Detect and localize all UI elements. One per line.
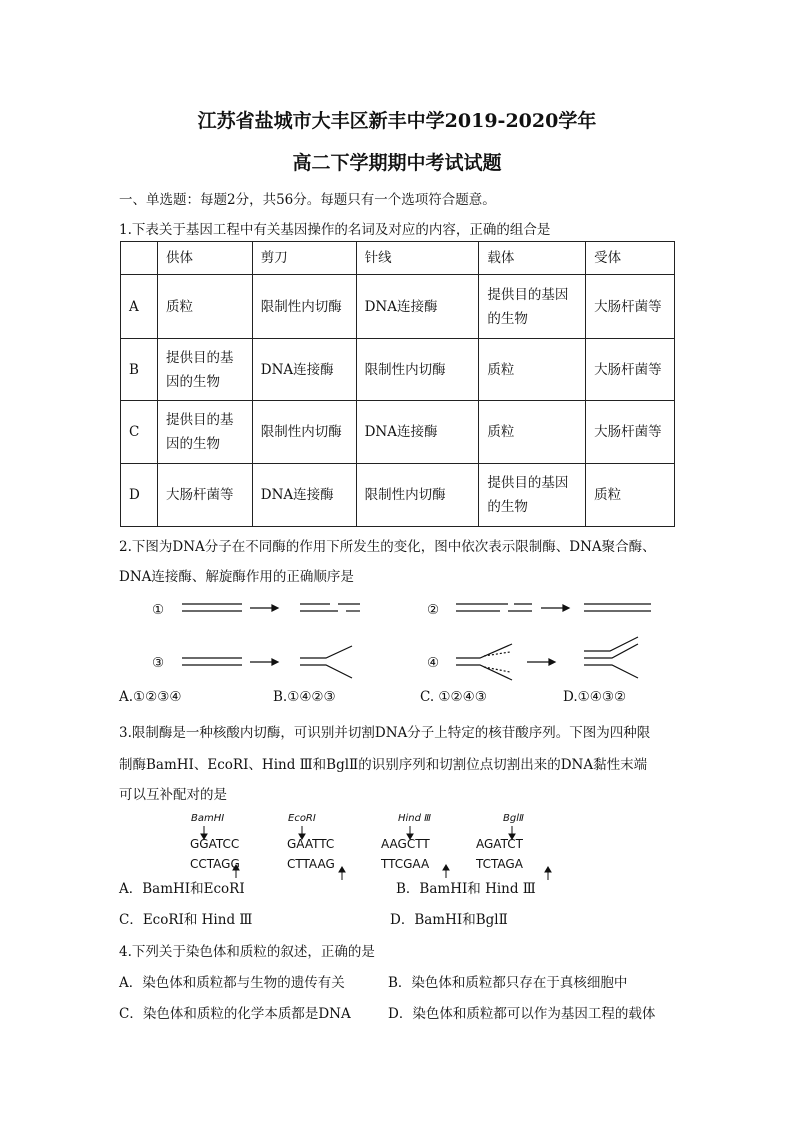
enzyme-name: Hind Ⅲ bbox=[398, 813, 432, 824]
q3-stem-line3: 可以互补配对的是 bbox=[119, 787, 227, 803]
dna-strand bbox=[300, 665, 352, 678]
table-cell: 大肠杆菌等 bbox=[586, 339, 675, 401]
table-cell: 提供目的基因的生物 bbox=[479, 464, 586, 527]
q4-option-a: A．染色体和质粒都与生物的遗传有关 bbox=[119, 975, 345, 991]
doc-title-line2: 高二下学期期中考试试题 bbox=[292, 152, 502, 174]
q2-label-3: ③ bbox=[152, 655, 165, 671]
q4-option-b: B．染色体和质粒都只存在于真核细胞中 bbox=[388, 975, 628, 991]
doc-title-line1: 江苏省盐城市大丰区新丰中学2019-2020学年 bbox=[197, 110, 597, 132]
dna-strand bbox=[300, 646, 352, 658]
table-cell: DNA连接酶 bbox=[356, 401, 479, 464]
cut-arrow-head bbox=[339, 867, 345, 872]
arrow-head bbox=[549, 659, 555, 665]
table-header-cell: 针线 bbox=[356, 242, 479, 275]
cut-arrow-head bbox=[545, 867, 551, 872]
dna-strand bbox=[584, 665, 638, 678]
table-cell: 提供目的基因的生物 bbox=[157, 339, 252, 401]
enzyme-seq-bottom: TCTAGA bbox=[476, 857, 523, 871]
q4-option-c: C．染色体和质粒的化学本质都是DNA bbox=[119, 1006, 351, 1022]
enzyme-name: EcoRⅠ bbox=[288, 813, 316, 824]
table-cell: D bbox=[121, 464, 158, 527]
q1-stem: 1.下表关于基因工程中有关基因操作的名词及对应的内容，正确的组合是 bbox=[119, 222, 551, 238]
table-cell: DNA连接酶 bbox=[356, 275, 479, 339]
q2-label-4: ④ bbox=[427, 655, 440, 671]
table-header-cell: 供体 bbox=[157, 242, 252, 275]
q2-option-d: D.①④③② bbox=[563, 689, 627, 705]
q4-stem: 4.下列关于染色体和质粒的叙述，正确的是 bbox=[119, 944, 375, 960]
table-cell: 大肠杆菌等 bbox=[586, 401, 675, 464]
q3-option-c: C．EcoRⅠ和 Hind Ⅲ bbox=[119, 912, 253, 928]
table-cell: 限制性内切酶 bbox=[252, 275, 356, 339]
table-cell: 大肠杆菌等 bbox=[586, 275, 675, 339]
enzyme-seq-top: AGATCT bbox=[476, 837, 523, 851]
table-cell: 提供目的基因的生物 bbox=[479, 275, 586, 339]
table-cell: C bbox=[121, 401, 158, 464]
table-cell: B bbox=[121, 339, 158, 401]
q2-label-1: ① bbox=[152, 602, 165, 618]
table-cell: 限制性内切酶 bbox=[356, 339, 479, 401]
new-strand bbox=[484, 667, 510, 672]
table-cell: 质粒 bbox=[586, 464, 675, 527]
dna-strand bbox=[610, 659, 638, 676]
arrow-head bbox=[563, 605, 569, 611]
enzyme-seq-top: AAGCTT bbox=[381, 837, 430, 851]
q2-option-a: A.①②③④ bbox=[119, 689, 182, 705]
table-cell: A bbox=[121, 275, 158, 339]
q3-option-d: D．BamHⅠ和BglⅡ bbox=[390, 912, 508, 928]
table-header-cell: 载体 bbox=[479, 242, 586, 275]
q4-option-d: D．染色体和质粒都可以作为基因工程的载体 bbox=[388, 1006, 656, 1022]
table-cell: 限制性内切酶 bbox=[356, 464, 479, 527]
arrow-head bbox=[272, 605, 278, 611]
q3-stem-line1: 3.限制酶是一种核酸内切酶，可识别并切割DNA分子上特定的核苷酸序列。下图为四种限 bbox=[119, 725, 651, 741]
enzyme-seq-top: GGATCC bbox=[190, 837, 240, 851]
q3-option-a: A．BamHⅠ和EcoRⅠ bbox=[119, 881, 245, 897]
q2-option-b: B.①④②③ bbox=[273, 689, 336, 705]
q3-stem-line2: 制酶BamHⅠ、EcoRⅠ、Hind Ⅲ和BglⅡ的识别序列和切割位点切割出来的DNA黏性末端 bbox=[119, 757, 648, 773]
enzyme-seq-bottom: CTTAAG bbox=[287, 857, 335, 871]
table-cell: 质粒 bbox=[157, 275, 252, 339]
table-header-cell: 剪刀 bbox=[252, 242, 356, 275]
table-cell: 限制性内切酶 bbox=[252, 401, 356, 464]
enzyme-name: BamHⅠ bbox=[191, 813, 225, 824]
table-cell: 质粒 bbox=[479, 401, 586, 464]
table-cell: 提供目的基因的生物 bbox=[157, 401, 252, 464]
q2-stem-line2: DNA连接酶、解旋酶作用的正确顺序是 bbox=[119, 569, 354, 585]
enzyme-name: BglⅡ bbox=[503, 813, 524, 824]
section-heading: 一、单选题：每题2分，共56分。每题只有一个选项符合题意。 bbox=[119, 192, 496, 208]
arrow-head bbox=[272, 659, 278, 665]
q2-label-2: ② bbox=[427, 602, 440, 618]
q2-option-c: C. ①②④③ bbox=[420, 689, 487, 705]
table-cell: DNA连接酶 bbox=[252, 339, 356, 401]
table-cell: DNA连接酶 bbox=[252, 464, 356, 527]
table-cell: 大肠杆菌等 bbox=[157, 464, 252, 527]
enzyme-seq-bottom: TTCGAA bbox=[381, 857, 430, 871]
table-cell: 质粒 bbox=[479, 339, 586, 401]
table-header-cell: 受体 bbox=[586, 242, 675, 275]
cut-arrow-head bbox=[443, 865, 449, 870]
q3-option-b: B．BamHⅠ和 Hind Ⅲ bbox=[396, 881, 536, 897]
q2-stem-line1: 2.下图为DNA分子在不同酶的作用下所发生的变化，图中依次表示限制酶、DNA聚合酶、 bbox=[119, 539, 656, 555]
enzyme-seq-top: GAATTC bbox=[287, 837, 335, 851]
enzyme-seq-bottom: CCTAGG bbox=[190, 857, 240, 871]
